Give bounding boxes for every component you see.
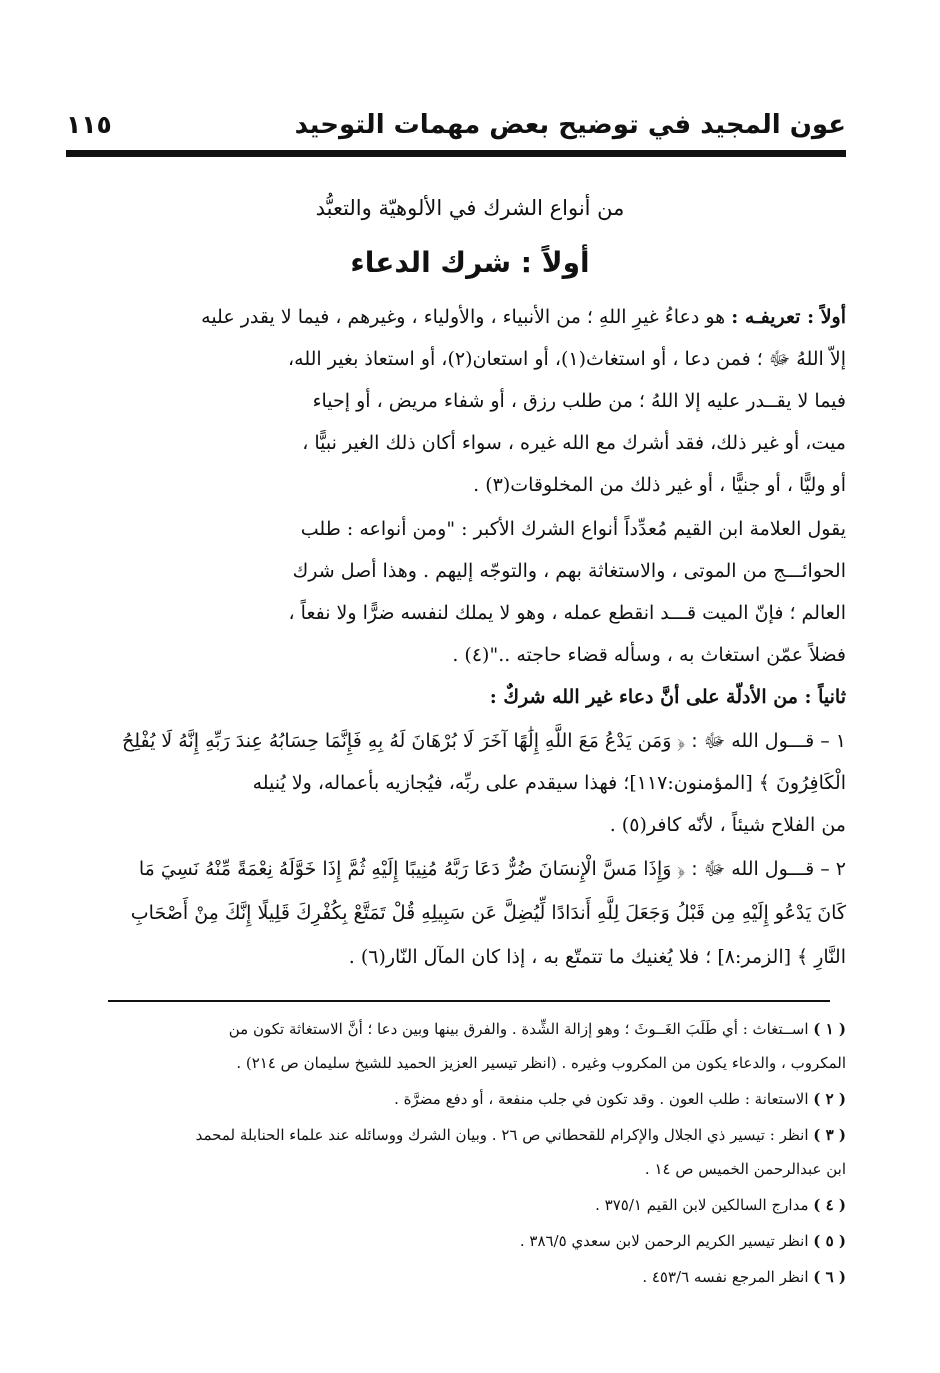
footnote-text: اســتغاث : أي طَلَبَ الغَــوثَ ؛ وهو إزالة الشِّدة . والفرق بينها وبين دعا ؛ أنَّ الاستغاثة تكون من [228,1020,809,1038]
quote-line: العالم ؛ فإنّ الميت قـــد انقطع عمله ، وهو لا يملك لنفسه ضرًّا ولا نفعاً ، [288,602,846,624]
footnote [66,1188,846,1222]
footnote-number: ( ١ ) [813,1020,846,1038]
definition-line: فيما لا يقــدر عليه إلا اللهُ ؛ من طلب رزق ، أو شفاء مريض ، أو إحياء [312,390,846,412]
evidence-item-line: من الفلاح شيئاً ، لأنّه كافر(٥) . [609,814,846,836]
header-rule [66,150,846,157]
page-number: ١١٥ [66,110,112,139]
footnote-number: ( ٦ ) [813,1268,846,1286]
footnote-number: ( ٢ ) [813,1090,846,1108]
footnote-continuation: المكروب ، والدعاء يكون من المكروب وغيره . (انظر تيسير العزيز الحميد للشيخ سليمان ص ٢١٤) . [236,1054,846,1072]
evidence-heading: ثانياً : من الأدلّة على أنَّ دعاء غير الله شركٌ : [489,686,846,708]
evidence-item-line: ١ – قـــول الله ﷻ : ﴿ وَمَن يَدْعُ مَعَ اللَّهِ إِلَٰهًا آخَرَ لَا بُرْهَانَ لَهُ بِهِ فَإِنَّمَا حِسَابُهُ عِندَ رَبِّهِ إِنَّهُ لَا يُفْلِحُ [121,730,846,752]
evidence-item-line: كَانَ يَدْعُو إِلَيْهِ مِن قَبْلُ وَجَعَلَ لِلَّهِ أَندَادًا لِّيُضِلَّ عَن سَبِيلِهِ قُلْ تَمَتَّعْ بِكُفْرِكَ قَلِيلًا إِنَّكَ مِنْ أَصْحَابِ [130,902,846,924]
footnote [66,1260,846,1294]
book-title: عون المجيد في توضيح بعض مهمات التوحيد [294,110,846,140]
evidence-item-line: الْكَافِرُونَ ﴾ [المؤمنون:١١٧]؛ فهذا سيقدم على ربِّه، فيُجازيه بأعماله، ولا يُنيله [252,772,846,794]
definition-text: هو دعاءُ غيرِ اللهِ ؛ من الأنبياء ، والأولياء ، وغيرهم ، فيما لا يقدر عليه [201,306,726,328]
footnote [66,1224,846,1258]
footnote-text: مدارج السالكين لابن القيم ٣٧٥/١ . [595,1196,809,1214]
quote-line: الحوائـــج من الموتى ، والاستغاثة بهم ، والتوجّه إليهم . وهذا أصل شرك [292,560,846,582]
footnote-text: الاستعانة : طلب العون . وقد تكون في جلب منفعة ، أو دفع مضرَّة . [394,1090,809,1108]
definition-label: أولاً : تعريفـه : [731,306,846,328]
footnote-text: انظر المرجع نفسه ٤٥٣/٦ . [642,1268,809,1286]
definition-line [66,296,846,338]
quote-line: فضلاً عمّن استغاث به ، وسأله قضاء حاجته .."(٤) . [452,644,846,666]
running-header [66,106,846,150]
footnote-text: انظر : تيسير ذي الجلال والإكرام للقحطاني ص ٢٦ . وبيان الشرك ووسائله عند علماء الحنابلة لمحمد [195,1126,809,1144]
definition-line: ميت، أو غير ذلك، فقد أشرك مع الله غيره ، سواء أكان ذلك الغير نبيًّا ، [302,432,846,454]
definition-line: إلاّ اللهُ ﷻ ؛ فمن دعا ، أو استغاث(١)، أو استعان(٢)، أو استعاذ بغير الله، [288,348,846,370]
footnote [66,1012,846,1046]
footnote-number: ( ٥ ) [813,1232,846,1250]
chapter-heading: أولاً : شرك الدعاء [350,246,590,279]
footnote-number: ( ٣ ) [813,1126,846,1144]
evidence-item-line: النَّارِ ﴾ [الزمر:٨] ؛ فلا يُغنيك ما تتمتّع به ، إذا كان المآل النّار(٦) . [348,946,846,968]
footnote [66,1118,846,1152]
footnote-text: انظر تيسير الكريم الرحمن لابن سعدي ٣٨٦/٥ . [519,1232,809,1250]
footnote-continuation: ابن عبدالرحمن الخميس ص ١٤ . [644,1160,846,1178]
definition-line: أو وليًّا ، أو جنيًّا ، أو غير ذلك من المخلوقات(٣) . [473,474,846,496]
quote-line: يقول العلامة ابن القيم مُعدِّداً أنواع الشرك الأكبر : "ومن أنواعه : طلب [300,518,846,540]
footnote-separator [108,1000,830,1002]
section-heading: من أنواع الشرك في الألوهيّة والتعبُّد [315,196,625,220]
footnote [66,1082,846,1116]
footnote-number: ( ٤ ) [813,1196,846,1214]
evidence-item-line: ٢ – قـــول الله ﷻ : ﴿ وَإِذَا مَسَّ الْإِنسَانَ ضُرٌّ دَعَا رَبَّهُ مُنِيبًا إِلَيْهِ ثُمَّ إِذَا خَوَّلَهُ نِعْمَةً مِّنْهُ نَسِيَ مَا [138,858,846,880]
